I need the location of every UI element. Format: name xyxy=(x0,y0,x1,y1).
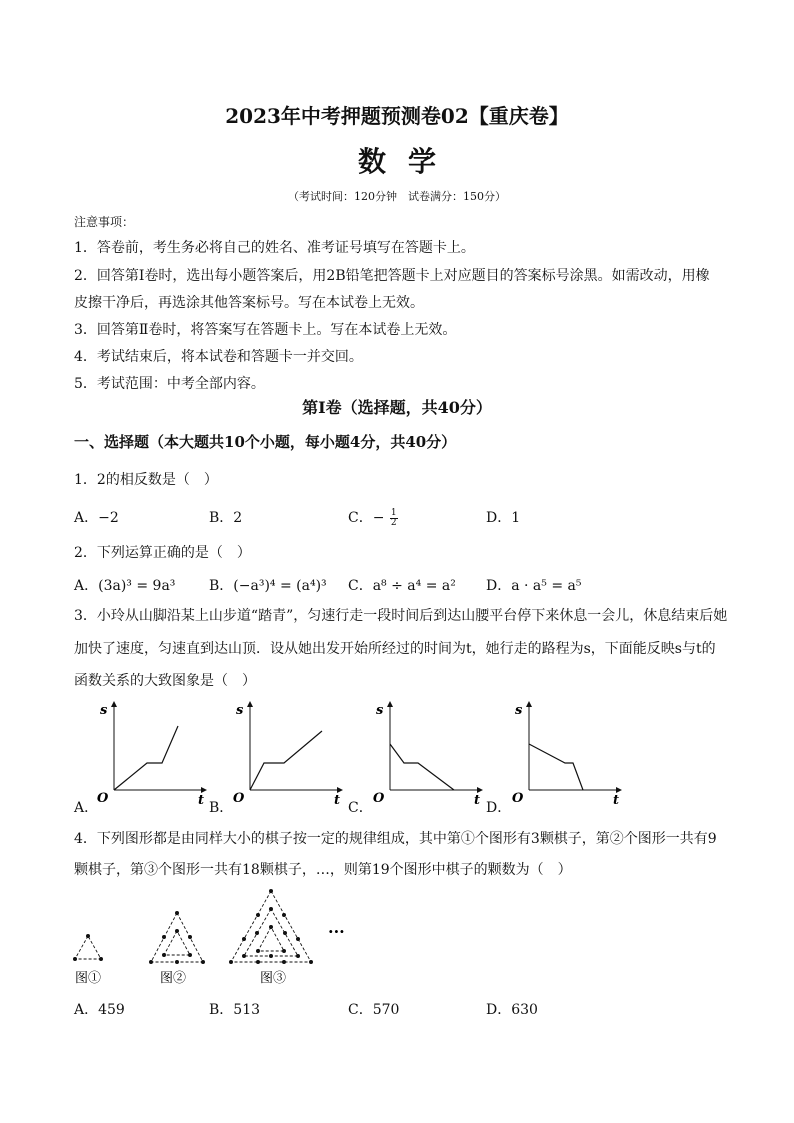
q4-option-d: D．630 xyxy=(486,1002,538,1018)
t-label: t xyxy=(334,793,341,806)
graph-curve xyxy=(114,726,178,790)
q2-option-a: A．(3a)³ = 9a³ xyxy=(74,578,176,594)
q4-line: 4．下列图形都是由同样大小的棋子按一定的规律组成，其中第①个图形有3颗棋子，第②个图形一共有9 xyxy=(74,831,717,847)
notes-heading: 注意事项： xyxy=(74,215,135,229)
q1-option-c-prefix: C．− xyxy=(348,510,385,526)
exam-info: （考试时间：120分钟 试卷满分：150分） xyxy=(288,190,506,203)
q1-option-c xyxy=(348,507,398,528)
s-label: s xyxy=(100,703,108,718)
q3-option-b-label: B． xyxy=(209,800,234,816)
q3-graph-c xyxy=(368,698,486,806)
q3-option-c-label: C． xyxy=(348,800,373,816)
q1-fraction-den: 2 xyxy=(390,517,397,528)
q1-fraction xyxy=(390,509,398,528)
note-item: 4．考试结束后，将本试卷和答题卡一并交回。 xyxy=(74,349,363,365)
section-title: 第Ⅰ卷（选择题，共40分） xyxy=(302,398,492,417)
chess-piece xyxy=(73,957,77,961)
q3-option-d-label: D． xyxy=(486,800,512,816)
s-label: s xyxy=(236,703,244,718)
q3-graph-a xyxy=(92,698,210,806)
note-item: 2．回答第Ⅰ卷时，选出每小题答案后，用2B铅笔把答题卡上对应题目的答案标号涂黑。如需改动，用橡 xyxy=(74,268,710,284)
q4-option-c: C．570 xyxy=(348,1002,400,1018)
figure-1 xyxy=(73,934,103,961)
q3-option-a-label: A． xyxy=(74,800,99,816)
q3-graph-d xyxy=(507,698,625,806)
t-label: t xyxy=(613,793,620,806)
origin-label: O xyxy=(512,791,524,806)
graph-curve xyxy=(250,731,322,790)
figure-2 xyxy=(149,911,205,964)
q4-option-a: A．459 xyxy=(74,1002,125,1018)
q2-option-d: D．a · a⁵ = a⁵ xyxy=(486,578,582,594)
q4-figures xyxy=(64,885,374,990)
note-item: 皮擦干净后，再选涂其他答案标号。写在本试卷上无效。 xyxy=(74,295,424,311)
q4-option-b: B．513 xyxy=(209,1002,261,1018)
figure-ellipsis: ··· xyxy=(328,922,345,941)
origin-label: O xyxy=(97,791,109,806)
subject-title: 数学 xyxy=(357,145,458,178)
page-title: 2023年中考押题预测卷02【重庆卷】 xyxy=(225,104,569,128)
figure-2-label: 图② xyxy=(160,971,187,986)
origin-label: O xyxy=(373,791,385,806)
chess-piece xyxy=(86,934,90,938)
graph-curve xyxy=(390,744,454,790)
figure-1-label: 图① xyxy=(75,971,102,986)
q1-stem: 1．2的相反数是（ ） xyxy=(74,472,218,488)
q3-line: 加快了速度，匀速直到达山顶．设从她出发开始所经过的时间为t，她行走的路程为s，下面能反映s与t的 xyxy=(74,641,716,657)
s-label: s xyxy=(515,703,523,718)
q3-line: 函数关系的大致图象是（ ） xyxy=(74,673,256,689)
chess-piece xyxy=(99,957,103,961)
t-label: t xyxy=(198,793,205,806)
q3-line: 3．小玲从山脚沿某上山步道“踏青”，匀速行走一段时间后到达山腰平台停下来休息一会儿，休息结束后她 xyxy=(74,608,728,624)
t-label: t xyxy=(474,793,481,806)
figure-3-label: 图③ xyxy=(260,971,287,986)
q2-stem: 2．下列运算正确的是（ ） xyxy=(74,545,251,561)
note-item: 1．答卷前，考生务必将自己的姓名、准考证号填写在答题卡上。 xyxy=(74,240,475,256)
figure-3 xyxy=(229,889,313,964)
q1-fraction-num: 1 xyxy=(390,507,397,518)
q3-graph-b xyxy=(228,698,346,806)
origin-label: O xyxy=(233,791,245,806)
graph-curve xyxy=(529,744,583,790)
q2-option-c: C．a⁸ ÷ a⁴ = a² xyxy=(348,578,456,594)
q1-option-d: D．1 xyxy=(486,510,521,526)
q2-option-b: B．(−a³)⁴ = (a⁴)³ xyxy=(209,578,327,594)
note-item: 5．考试范围：中考全部内容。 xyxy=(74,376,265,392)
q4-line: 颗棋子，第③个图形一共有18颗棋子，…，则第19个图形中棋子的颗数为（ ） xyxy=(74,862,572,878)
q1-option-a: A．−2 xyxy=(74,510,119,526)
q1-option-b: B．2 xyxy=(209,510,243,526)
s-label: s xyxy=(376,703,384,718)
part-heading: 一、选择题（本大题共10个小题，每小题4分，共40分） xyxy=(74,433,457,451)
note-item: 3．回答第Ⅱ卷时，将答案写在答题卡上。写在本试卷上无效。 xyxy=(74,322,457,338)
